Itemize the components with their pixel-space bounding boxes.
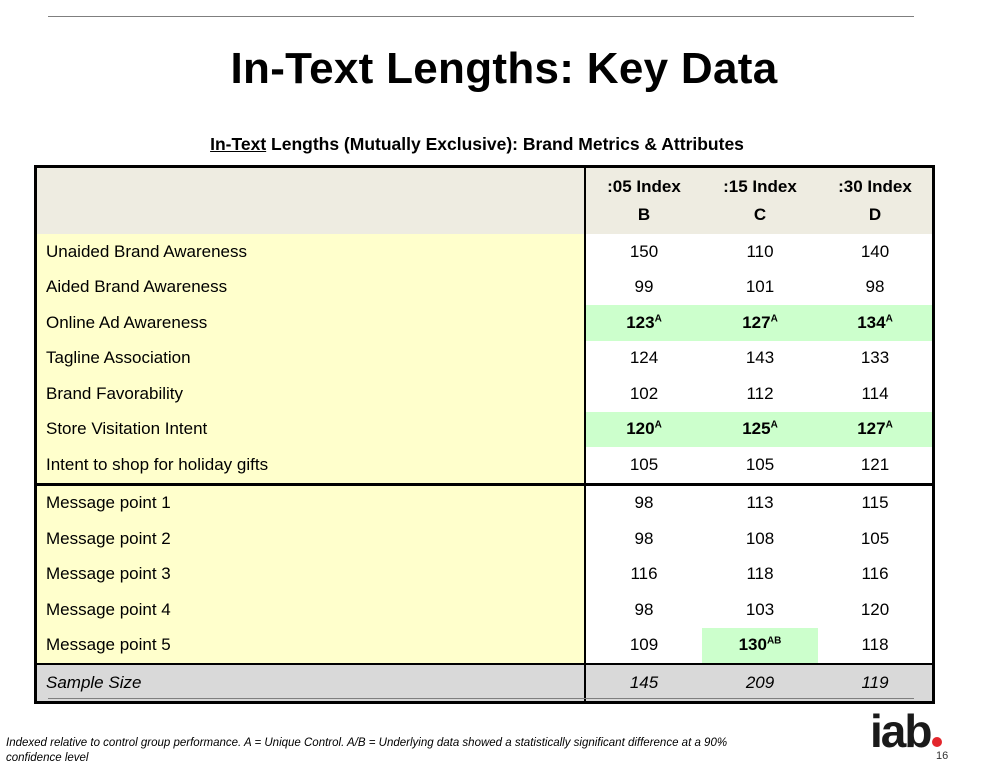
value-cell [702, 234, 818, 270]
sample-size-row [36, 664, 934, 702]
logo-dot-icon [932, 737, 942, 747]
cell-value: 127 [857, 419, 886, 439]
value-cell [818, 270, 934, 306]
significance-marker: A [770, 419, 778, 431]
value-cell [585, 521, 702, 557]
cell-value: 98 [865, 277, 885, 297]
significance-marker: A [885, 419, 893, 431]
table-row [36, 484, 934, 521]
value-cell [585, 447, 702, 484]
value-cell [818, 447, 934, 484]
value-cell [702, 270, 818, 306]
significant-cell [702, 305, 818, 341]
table-row [36, 234, 934, 270]
cell-value: 125 [742, 419, 771, 439]
value-cell [585, 376, 702, 412]
cell-value: 105 [860, 528, 890, 548]
cell-value: 101 [745, 277, 775, 297]
cell-value: 105 [745, 454, 775, 474]
cell-value: 98 [634, 599, 654, 619]
page-title: In-Text Lengths: Key Data [230, 44, 778, 93]
header-30-line1: :30 Index [838, 177, 912, 196]
row-label: Unaided Brand Awareness [36, 234, 586, 270]
significance-marker: A [770, 313, 778, 325]
subtitle-rest: Lengths (Mutually Exclusive): Brand Metrics & Attributes [266, 134, 744, 154]
value-cell [702, 521, 818, 557]
sample-size-label: Sample Size [36, 664, 586, 702]
table-subtitle [0, 134, 954, 155]
significance-marker: AB [766, 635, 782, 647]
cell-value: 103 [745, 599, 775, 619]
value-cell [818, 234, 934, 270]
significant-cell [702, 412, 818, 448]
cell-value: 127 [742, 312, 771, 332]
significance-marker: A [654, 419, 662, 431]
cell-value: 123 [626, 312, 655, 332]
header-15-line1: :15 Index [723, 177, 797, 196]
value-cell [818, 341, 934, 377]
value-cell [818, 484, 934, 521]
header-05-line2: B [637, 205, 651, 224]
significant-cell [818, 305, 934, 341]
logo-text: iab [870, 705, 931, 757]
cell-value: 98 [634, 493, 654, 513]
header-05-line1: :05 Index [607, 177, 681, 196]
cell-value: 118 [861, 635, 889, 655]
row-label: Message point 5 [36, 628, 586, 665]
value-cell [702, 376, 818, 412]
cell-value: 115 [861, 493, 889, 513]
table-row [36, 270, 934, 306]
table-row [36, 557, 934, 593]
sample-size-value: 209 [702, 664, 818, 702]
table-row [36, 521, 934, 557]
significant-cell [585, 305, 702, 341]
significance-marker: A [654, 313, 662, 325]
value-cell [585, 270, 702, 306]
bottom-divider [48, 698, 914, 699]
value-cell [585, 628, 702, 665]
value-cell [585, 592, 702, 628]
table-row [36, 447, 934, 484]
value-cell [818, 628, 934, 665]
table-row [36, 628, 934, 665]
cell-value: 124 [629, 348, 659, 368]
row-label: Brand Favorability [36, 376, 586, 412]
cell-value: 108 [745, 528, 775, 548]
header-15-line2: C [753, 205, 767, 224]
table-body [36, 234, 934, 702]
value-cell [702, 447, 818, 484]
footnote: Indexed relative to control group performance. A = Unique Control. A/B = Underlying data showed a statistically significant difference at a 90% confidence level [6, 737, 728, 764]
page-number: 16 [936, 750, 949, 762]
header-30-index [818, 167, 934, 235]
table-row [36, 305, 934, 341]
value-cell [702, 592, 818, 628]
header-blank-cell [36, 167, 586, 235]
cell-value: 116 [630, 564, 658, 584]
cell-value: 143 [745, 348, 775, 368]
cell-value: 99 [634, 277, 654, 297]
cell-value: 150 [629, 241, 659, 261]
cell-value: 140 [860, 241, 890, 261]
cell-value: 98 [634, 528, 654, 548]
header-05-index [585, 167, 702, 235]
cell-value: 109 [629, 635, 659, 655]
row-label: Online Ad Awareness [36, 305, 586, 341]
row-label: Aided Brand Awareness [36, 270, 586, 306]
value-cell [818, 521, 934, 557]
value-cell [585, 557, 702, 593]
top-divider [48, 16, 914, 17]
row-label: Message point 1 [36, 484, 586, 521]
value-cell [585, 234, 702, 270]
row-label: Intent to shop for holiday gifts [36, 447, 586, 484]
table-row [36, 376, 934, 412]
cell-value: 121 [860, 454, 890, 474]
cell-value: 118 [746, 564, 774, 584]
significance-marker: A [885, 313, 893, 325]
cell-value: 130 [738, 635, 767, 655]
significant-cell [818, 412, 934, 448]
cell-value: 114 [861, 383, 889, 403]
key-data-table [34, 165, 935, 704]
table-row [36, 341, 934, 377]
cell-value: 120 [626, 419, 655, 439]
iab-logo [870, 704, 942, 758]
cell-value: 120 [860, 599, 890, 619]
value-cell [818, 557, 934, 593]
cell-value: 134 [857, 312, 886, 332]
header-30-line2: D [868, 205, 882, 224]
significant-cell [585, 412, 702, 448]
subtitle-underlined: In-Text [210, 134, 267, 154]
sample-size-value: 145 [585, 664, 702, 702]
sample-size-value: 119 [818, 664, 934, 702]
cell-value: 133 [860, 348, 890, 368]
value-cell [818, 376, 934, 412]
table-row [36, 412, 934, 448]
value-cell [702, 341, 818, 377]
header-15-index [702, 167, 818, 235]
row-label: Tagline Association [36, 341, 586, 377]
row-label: Message point 2 [36, 521, 586, 557]
value-cell [702, 557, 818, 593]
value-cell [818, 592, 934, 628]
value-cell [585, 341, 702, 377]
table-row [36, 592, 934, 628]
value-cell [585, 484, 702, 521]
row-label: Message point 3 [36, 557, 586, 593]
significant-cell [702, 628, 818, 665]
table-header-row [36, 167, 934, 235]
cell-value: 116 [861, 564, 889, 584]
cell-value: 102 [629, 383, 659, 403]
row-label: Message point 4 [36, 592, 586, 628]
cell-value: 112 [746, 383, 774, 403]
cell-value: 113 [746, 493, 774, 513]
row-label: Store Visitation Intent [36, 412, 586, 448]
value-cell [702, 484, 818, 521]
cell-value: 105 [629, 454, 659, 474]
cell-value: 110 [746, 241, 774, 261]
